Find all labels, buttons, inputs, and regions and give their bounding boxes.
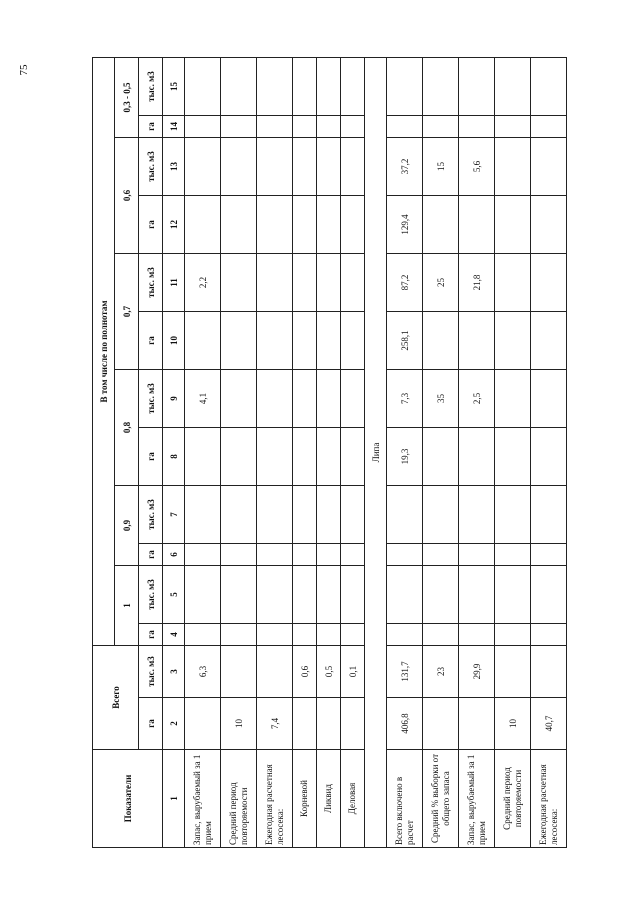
table-cell xyxy=(221,646,257,698)
row-label: Ежегодная расчетная лесосека: xyxy=(257,750,293,848)
table-row xyxy=(293,57,317,847)
table-cell xyxy=(495,196,531,254)
table-row xyxy=(257,57,293,847)
row-label: Всего включено в расчет xyxy=(387,750,423,848)
table-cell xyxy=(257,370,293,428)
table-cell xyxy=(257,646,293,698)
table-cell xyxy=(317,566,341,624)
table-cell xyxy=(423,486,459,544)
row-label: Запас, вырубаемый за 1 прием xyxy=(185,750,221,848)
table-cell xyxy=(185,428,221,486)
table-cell xyxy=(459,428,495,486)
table-row xyxy=(185,57,221,847)
table-cell xyxy=(495,486,531,544)
table-cell xyxy=(221,624,257,646)
col-number: 5 xyxy=(163,566,185,624)
table-cell xyxy=(317,254,341,312)
table-cell: 6,3 xyxy=(185,646,221,698)
header-ha: га xyxy=(139,544,163,566)
table-cell xyxy=(341,698,365,750)
row-label: Деловая xyxy=(341,750,365,848)
row-label: Корневой xyxy=(293,750,317,848)
table-cell xyxy=(341,370,365,428)
row-label: Средний период повторяемости xyxy=(221,750,257,848)
table-cell: 7,3 xyxy=(387,370,423,428)
table-cell xyxy=(185,544,221,566)
table-cell: 37,2 xyxy=(387,138,423,196)
row-label: Средний % выборки от общего запаса xyxy=(423,750,459,848)
table-cell xyxy=(185,138,221,196)
table-cell xyxy=(293,370,317,428)
table-cell xyxy=(317,57,341,115)
table-row xyxy=(459,57,495,847)
table-cell xyxy=(293,624,317,646)
header-m3: тыс. м3 xyxy=(139,254,163,312)
table-cell xyxy=(531,646,567,698)
harvest-table xyxy=(92,57,567,848)
col-number: 3 xyxy=(163,646,185,698)
header-m3: тыс. м3 xyxy=(139,57,163,115)
table-cell xyxy=(531,370,567,428)
table-cell xyxy=(423,116,459,138)
table-cell xyxy=(459,566,495,624)
table-cell xyxy=(221,486,257,544)
table-cell xyxy=(495,428,531,486)
table-cell xyxy=(221,116,257,138)
table-cell xyxy=(257,486,293,544)
table-cell xyxy=(531,116,567,138)
table-cell xyxy=(257,312,293,370)
table-cell: 35 xyxy=(423,370,459,428)
table-cell xyxy=(221,370,257,428)
table-cell xyxy=(495,138,531,196)
table-cell xyxy=(531,486,567,544)
table-row xyxy=(531,57,567,847)
col-number: 13 xyxy=(163,138,185,196)
table-cell xyxy=(459,196,495,254)
table-cell xyxy=(495,116,531,138)
table-cell: 15 xyxy=(423,138,459,196)
table-cell xyxy=(257,544,293,566)
table-cell xyxy=(221,57,257,115)
table-cell xyxy=(317,116,341,138)
col-number: 8 xyxy=(163,428,185,486)
table-cell xyxy=(293,254,317,312)
table-cell xyxy=(293,486,317,544)
table-cell xyxy=(341,57,365,115)
table-cell xyxy=(495,370,531,428)
table-cell xyxy=(495,312,531,370)
table-cell xyxy=(317,428,341,486)
table-cell xyxy=(293,196,317,254)
table-cell xyxy=(531,312,567,370)
table-row xyxy=(221,57,257,847)
table-cell xyxy=(495,254,531,312)
col-number: 1 xyxy=(163,750,185,848)
table-cell xyxy=(387,486,423,544)
table-cell xyxy=(257,428,293,486)
table-cell xyxy=(293,116,317,138)
table-cell: 10 xyxy=(495,698,531,750)
table-cell: 131,7 xyxy=(387,646,423,698)
header-ha: га xyxy=(139,428,163,486)
table-cell xyxy=(531,544,567,566)
table-cell xyxy=(317,138,341,196)
table-cell xyxy=(185,624,221,646)
table-cell: 5,6 xyxy=(459,138,495,196)
table-cell: 4,1 xyxy=(185,370,221,428)
table-cell: 10 xyxy=(221,698,257,750)
table-cell xyxy=(185,116,221,138)
header-m3: тыс. м3 xyxy=(139,646,163,698)
table-cell xyxy=(221,312,257,370)
table-cell xyxy=(387,624,423,646)
header-m3: тыс. м3 xyxy=(139,370,163,428)
table-cell: 87,2 xyxy=(387,254,423,312)
table-cell xyxy=(185,566,221,624)
table-cell xyxy=(293,544,317,566)
header-ha: га xyxy=(139,624,163,646)
col-number: 10 xyxy=(163,312,185,370)
table-cell xyxy=(257,624,293,646)
table-cell xyxy=(423,566,459,624)
table-cell xyxy=(459,544,495,566)
col-number: 7 xyxy=(163,486,185,544)
header-ha: га xyxy=(139,698,163,750)
table-cell xyxy=(221,196,257,254)
table-row xyxy=(387,57,423,847)
table-cell xyxy=(185,486,221,544)
table-cell xyxy=(531,566,567,624)
table-cell xyxy=(185,196,221,254)
header-total: Всего xyxy=(93,646,139,750)
table-cell xyxy=(423,428,459,486)
table-cell xyxy=(531,254,567,312)
table-cell xyxy=(221,138,257,196)
table-body-bottom xyxy=(387,57,567,847)
table-cell xyxy=(459,312,495,370)
table-cell xyxy=(459,116,495,138)
section-label: Липа xyxy=(365,57,387,847)
table-cell xyxy=(185,698,221,750)
table-cell xyxy=(423,698,459,750)
col-number: 4 xyxy=(163,624,185,646)
table-cell xyxy=(221,544,257,566)
table-cell: 0,6 xyxy=(293,646,317,698)
table-cell: 129,4 xyxy=(387,196,423,254)
table-cell xyxy=(531,196,567,254)
col-number: 6 xyxy=(163,544,185,566)
header-m3: тыс. м3 xyxy=(139,566,163,624)
table-cell xyxy=(341,116,365,138)
table-cell xyxy=(341,312,365,370)
table-cell xyxy=(341,566,365,624)
table-cell xyxy=(341,254,365,312)
header-ha: га xyxy=(139,116,163,138)
table-cell xyxy=(317,370,341,428)
table-cell xyxy=(531,138,567,196)
table-body-top xyxy=(185,57,365,847)
table-cell xyxy=(387,116,423,138)
table-cell xyxy=(341,138,365,196)
table-cell xyxy=(317,624,341,646)
table-cell xyxy=(341,486,365,544)
header-ha: га xyxy=(139,312,163,370)
table-cell xyxy=(423,544,459,566)
table-cell xyxy=(293,312,317,370)
table-cell xyxy=(221,566,257,624)
header-density-06: 0,6 xyxy=(115,138,139,254)
table-cell xyxy=(459,624,495,646)
table-cell: 406,8 xyxy=(387,698,423,750)
col-number: 9 xyxy=(163,370,185,428)
table-cell xyxy=(257,138,293,196)
header-m3: тыс. м3 xyxy=(139,138,163,196)
table-cell xyxy=(257,116,293,138)
table-cell xyxy=(293,566,317,624)
header-density-1: 1 xyxy=(115,566,139,646)
table-cell xyxy=(221,428,257,486)
table-cell xyxy=(185,57,221,115)
table-cell xyxy=(257,57,293,115)
table-cell xyxy=(257,196,293,254)
row-label: Ежегодная расчетная лесосека: xyxy=(531,750,567,848)
table-cell xyxy=(341,428,365,486)
table-cell xyxy=(293,138,317,196)
row-label: Средний период повторяемости xyxy=(495,750,531,848)
table-cell xyxy=(257,566,293,624)
table-cell: 0,1 xyxy=(341,646,365,698)
header-density-03-05: 0,3 - 0,5 xyxy=(115,57,139,137)
table-cell xyxy=(423,196,459,254)
table-cell xyxy=(221,254,257,312)
table-cell xyxy=(293,428,317,486)
table-cell xyxy=(317,544,341,566)
table-cell xyxy=(459,698,495,750)
table-cell xyxy=(317,196,341,254)
table-cell xyxy=(257,254,293,312)
table-cell xyxy=(531,428,567,486)
header-ha: га xyxy=(139,196,163,254)
table-cell xyxy=(459,57,495,115)
table-cell xyxy=(387,57,423,115)
table-cell xyxy=(293,698,317,750)
table-cell: 23 xyxy=(423,646,459,698)
table-cell xyxy=(293,57,317,115)
table-cell: 19,3 xyxy=(387,428,423,486)
table-cell xyxy=(495,57,531,115)
row-label: Ликвид xyxy=(317,750,341,848)
table-cell: 29,9 xyxy=(459,646,495,698)
rotated-table-container xyxy=(92,58,572,848)
col-number: 11 xyxy=(163,254,185,312)
table-cell xyxy=(341,624,365,646)
header-by-density: В том числе по полнотам xyxy=(93,57,115,645)
header-indicator: Показатели xyxy=(93,750,163,848)
table-cell xyxy=(423,624,459,646)
page-number: 75 xyxy=(18,64,30,76)
table-cell: 7,4 xyxy=(257,698,293,750)
col-number: 12 xyxy=(163,196,185,254)
table-cell xyxy=(317,312,341,370)
table-row xyxy=(423,57,459,847)
table-cell xyxy=(531,57,567,115)
column-number-row xyxy=(163,57,185,847)
table-cell xyxy=(495,566,531,624)
table-cell: 2,5 xyxy=(459,370,495,428)
table-cell xyxy=(387,544,423,566)
header-m3: тыс. м3 xyxy=(139,486,163,544)
table-cell xyxy=(531,624,567,646)
table-cell xyxy=(341,196,365,254)
table-cell xyxy=(317,486,341,544)
col-number: 2 xyxy=(163,698,185,750)
col-number: 15 xyxy=(163,57,185,115)
table-cell xyxy=(459,486,495,544)
table-cell: 0,5 xyxy=(317,646,341,698)
table-cell xyxy=(317,698,341,750)
row-label: Запас, вырубаемый за 1 прием xyxy=(459,750,495,848)
header-density-09: 0,9 xyxy=(115,486,139,566)
table-cell xyxy=(495,544,531,566)
table-cell xyxy=(423,57,459,115)
header-density-07: 0,7 xyxy=(115,254,139,370)
table-cell: 25 xyxy=(423,254,459,312)
header-density-08: 0,8 xyxy=(115,370,139,486)
col-number: 14 xyxy=(163,116,185,138)
table-cell: 21,8 xyxy=(459,254,495,312)
table-cell xyxy=(495,624,531,646)
table-cell xyxy=(495,646,531,698)
table-cell xyxy=(387,566,423,624)
table-cell: 2,2 xyxy=(185,254,221,312)
table-cell xyxy=(185,312,221,370)
table-row xyxy=(495,57,531,847)
table-cell xyxy=(423,312,459,370)
table-row xyxy=(341,57,365,847)
table-row xyxy=(317,57,341,847)
table-cell xyxy=(341,544,365,566)
table-cell: 258,1 xyxy=(387,312,423,370)
table-cell: 40,7 xyxy=(531,698,567,750)
